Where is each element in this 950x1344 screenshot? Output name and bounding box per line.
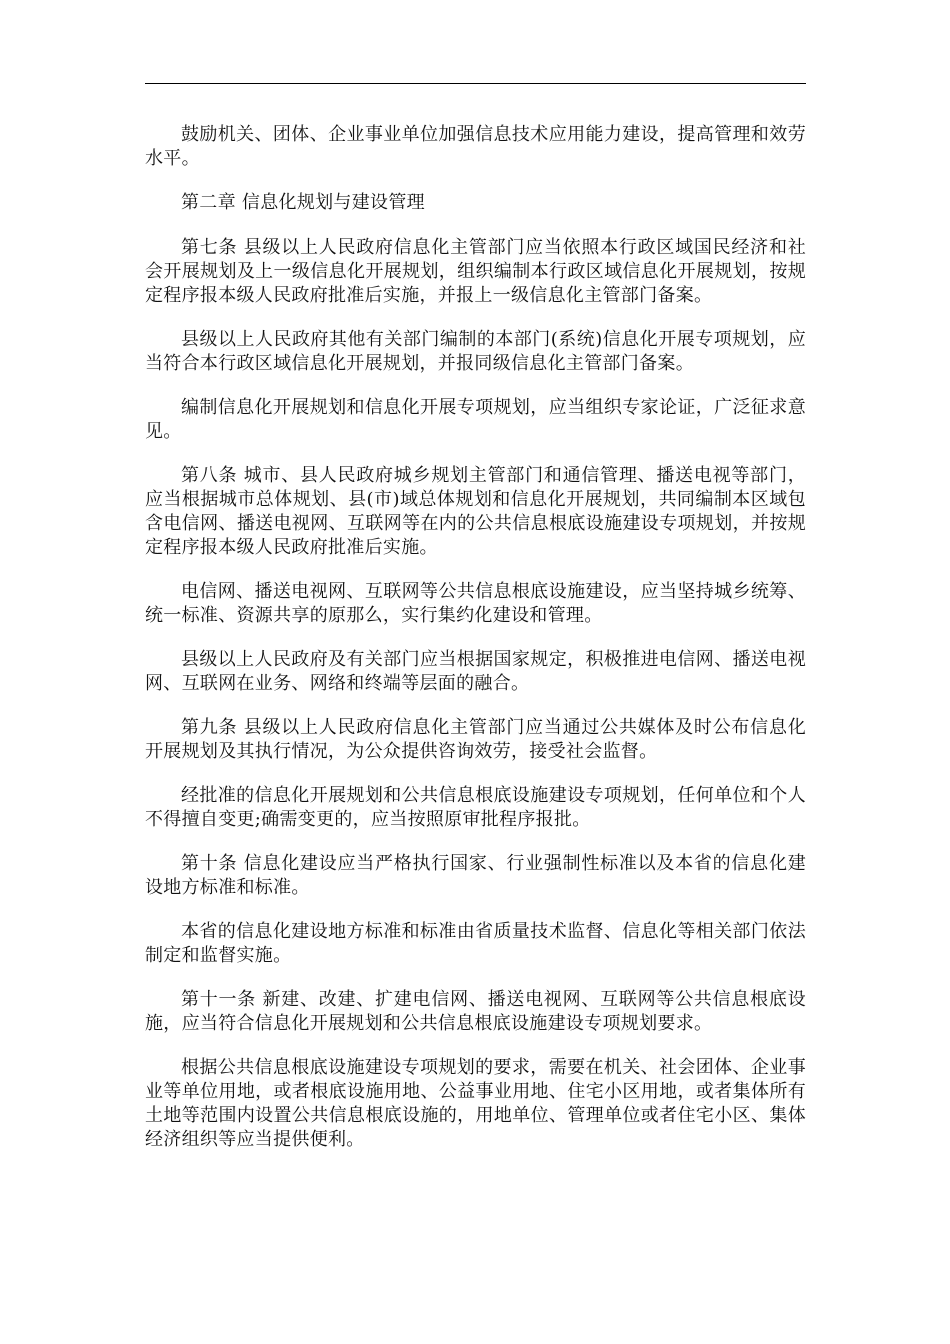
- article-10: 第十条 信息化建设应当严格执行国家、行业强制性标准以及本省的信息化建设地方标准和标准。: [145, 853, 806, 898]
- header-rule: [145, 83, 806, 84]
- paragraph-14: 根据公共信息根底设施建设专项规划的要求，需要在机关、社会团体、企业事业等单位用地，或者根底设施用地、公益事业用地、住宅小区用地，或者集体所有土地等范围内设置公共信息根底设施的，用地单位、管理单位或者住宅小区、集体经济组织等应当提供便利。: [145, 1057, 806, 1150]
- paragraph-4: 县级以上人民政府其他有关部门编制的本部门(系统)信息化开展专项规划，应当符合本行政区域信息化开展规划，并报同级信息化主管部门备案。: [145, 329, 806, 374]
- paragraph-7: 电信网、播送电视网、互联网等公共信息根底设施建设，应当坚持城乡统筹、统一标准、资源共享的原那么，实行集约化建设和管理。: [145, 581, 806, 626]
- article-7: 第七条 县级以上人民政府信息化主管部门应当依照本行政区域国民经济和社会开展规划及上一级信息化开展规划，组织编制本行政区域信息化开展规划，按规定程序报本级人民政府批准后实施，并报上一级信息化主管部门备案。: [145, 237, 806, 306]
- paragraph-12: 本省的信息化建设地方标准和标准由省质量技术监督、信息化等相关部门依法制定和监督实施。: [145, 921, 806, 966]
- article-9: 第九条 县级以上人民政府信息化主管部门应当通过公共媒体及时公布信息化开展规划及其执行情况，为公众提供咨询效劳，接受社会监督。: [145, 717, 806, 762]
- paragraph-1: 鼓励机关、团体、企业事业单位加强信息技术应用能力建设，提高管理和效劳水平。: [145, 124, 806, 169]
- paragraph-10: 经批准的信息化开展规划和公共信息根底设施建设专项规划，任何单位和个人不得擅自变更;确需变更的，应当按照原审批程序报批。: [145, 785, 806, 830]
- article-11: 第十一条 新建、改建、扩建电信网、播送电视网、互联网等公共信息根底设施，应当符合信息化开展规划和公共信息根底设施建设专项规划要求。: [145, 989, 806, 1034]
- paragraph-8: 县级以上人民政府及有关部门应当根据国家规定，积极推进电信网、播送电视网、互联网在业务、网络和终端等层面的融合。: [145, 649, 806, 694]
- paragraph-5: 编制信息化开展规划和信息化开展专项规划，应当组织专家论证，广泛征求意见。: [145, 397, 806, 442]
- article-8: 第八条 城市、县人民政府城乡规划主管部门和通信管理、播送电视等部门，应当根据城市总体规划、县(市)域总体规划和信息化开展规划，共同编制本区域包含电信网、播送电视网、互联网等在内的公共信息根底设施建设专项规划，并按规定程序报本级人民政府批准后实施。: [145, 465, 806, 558]
- chapter-heading: 第二章 信息化规划与建设管理: [181, 192, 425, 213]
- document-body: [145, 123, 806, 1172]
